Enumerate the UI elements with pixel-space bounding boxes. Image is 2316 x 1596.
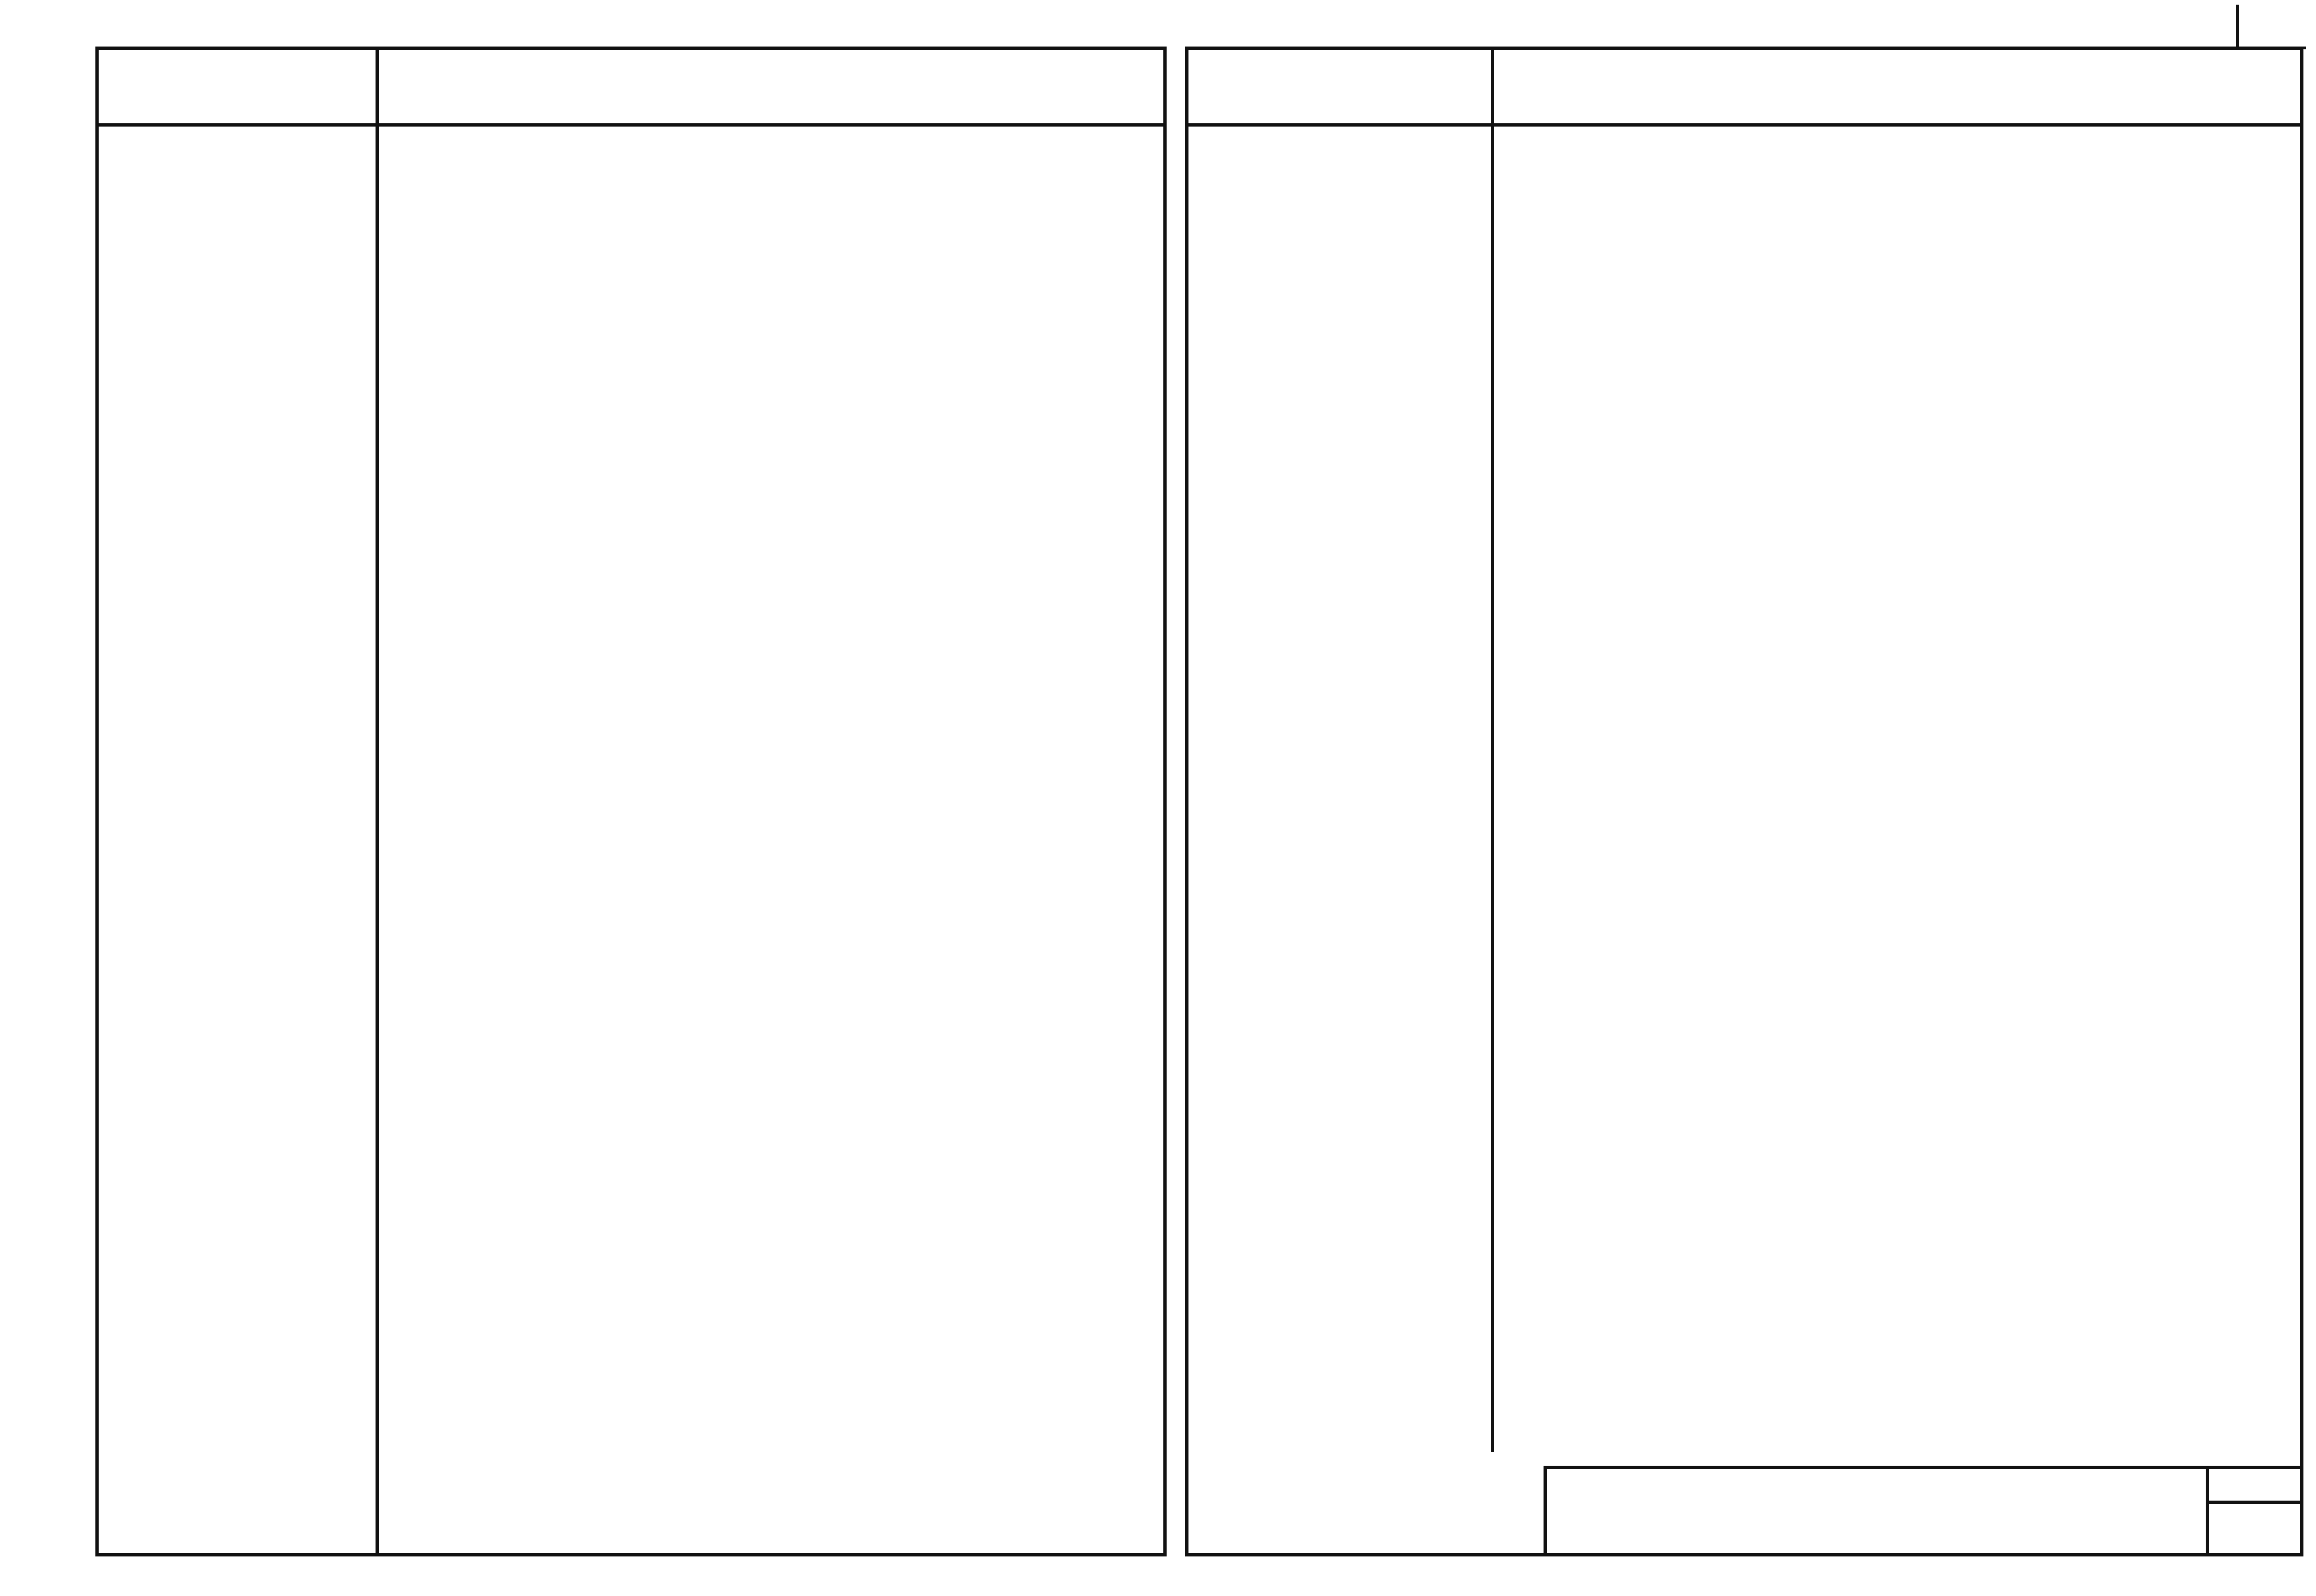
left-header-doc bbox=[854, 47, 1163, 127]
left-header-name bbox=[435, 47, 796, 127]
left-vline-2 bbox=[1163, 47, 1167, 1556]
corner-tag-line bbox=[2236, 5, 2239, 49]
left-header-mark bbox=[95, 47, 377, 127]
right-header-kol bbox=[1916, 47, 1974, 127]
stamp-box bbox=[1544, 1466, 2303, 1556]
right-header-pos bbox=[1492, 47, 1548, 127]
left-header-pos bbox=[377, 47, 435, 127]
sheet-frame bbox=[95, 47, 2303, 1556]
left-vline-1 bbox=[376, 47, 379, 1556]
right-header-mark bbox=[1188, 47, 1492, 127]
right-header-doc bbox=[1974, 47, 2303, 127]
block-gap bbox=[1167, 47, 1185, 1556]
left-header-kol bbox=[796, 47, 854, 127]
stamp-sheet-cell bbox=[2206, 1466, 2303, 1556]
right-vline-mark bbox=[1491, 47, 1494, 1452]
stamp-sheet-divider bbox=[2206, 1501, 2303, 1504]
right-block-left-border bbox=[1185, 47, 1188, 1556]
right-header-name bbox=[1548, 47, 1916, 127]
